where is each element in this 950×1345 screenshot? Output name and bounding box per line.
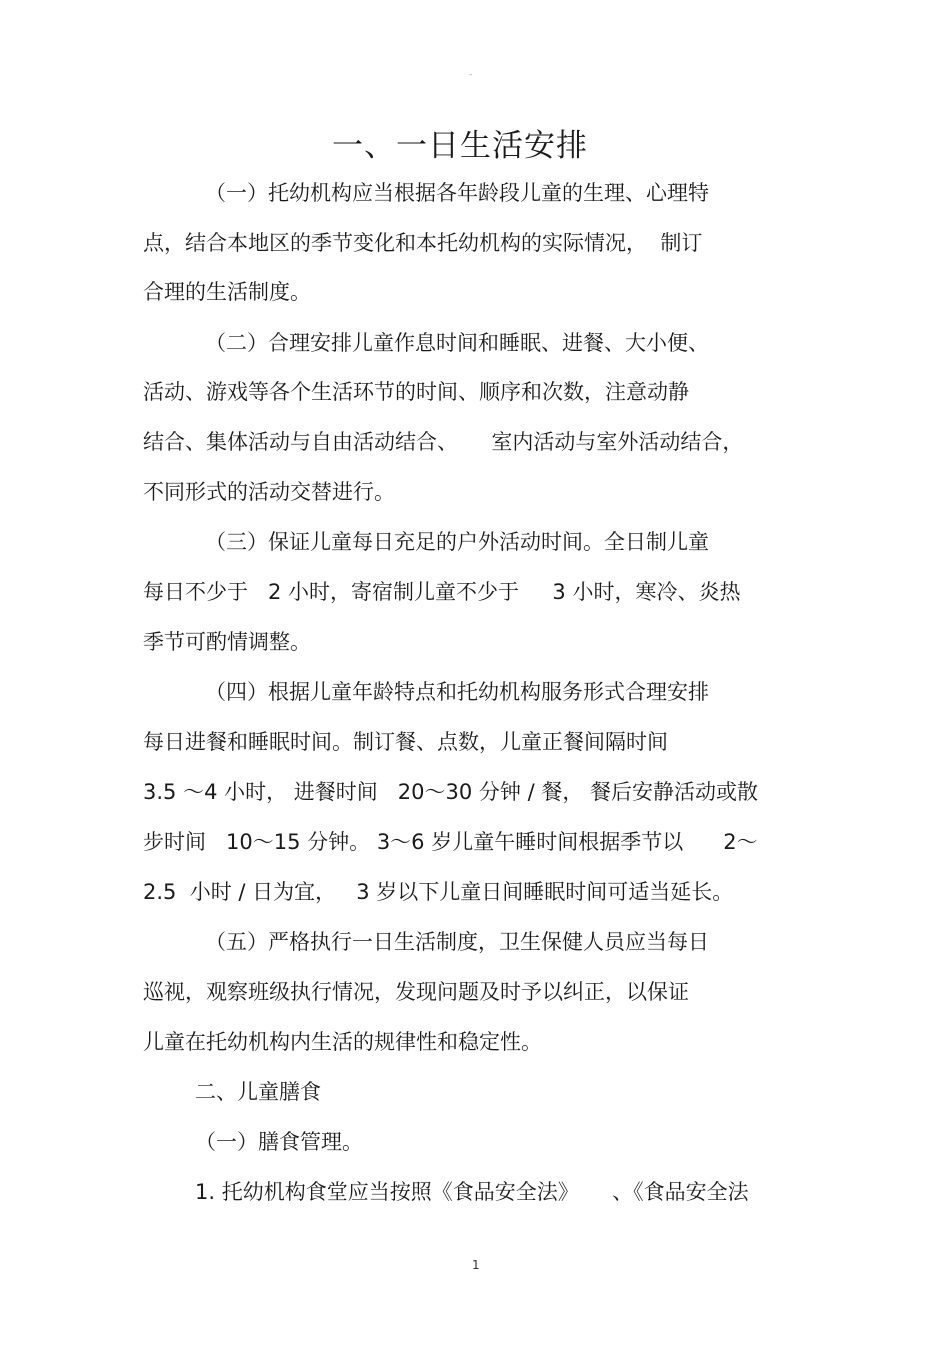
paragraph-line: 每日不少于 2 小时，寄宿制儿童不少于 3 小时，寒冷、炎热 [143,580,741,604]
paragraph-line: 活动、游戏等各个生活环节的时间、顺序和次数，注意动静 [143,380,689,404]
paragraph-line: 点，结合本地区的季节变化和本托幼机构的实际情况， 制订 [143,231,703,255]
paragraph-line: 2.5 小时 / 日为宜， 3 岁以下儿童日间睡眠时间可适当延长。 [143,880,734,904]
page-title: 一、一日生活安排 [332,128,588,164]
paragraph-line: 季节可酌情调整。 [143,630,311,654]
paragraph-line: 合理的生活制度。 [143,280,311,304]
paragraph-line: 每日进餐和睡眠时间。制订餐、点数，儿童正餐间隔时间 [143,730,668,754]
paragraph-line: （三）保证儿童每日充足的户外活动时间。全日制儿童 [205,530,709,554]
paragraph-line: 结合、集体活动与自由活动结合、 室内活动与室外活动结合， [143,430,744,454]
paragraph-line: （四）根据儿童年龄特点和托幼机构服务形式合理安排 [205,680,709,704]
paragraph-line: 步时间 10～15 分钟。 3～6 岁儿童午睡时间根据季节以 2～ [143,830,758,854]
paragraph-line: 巡视，观察班级执行情况，发现问题及时予以纠正，以保证 [143,980,689,1004]
page-number: 1 [472,1258,480,1272]
subsection-heading: （一）膳食管理。 [195,1130,363,1154]
section-heading: 二、儿童膳食 [195,1080,321,1104]
paragraph-line: 不同形式的活动交替进行。 [143,480,395,504]
paragraph-line: 3.5 ～4 小时， 进餐时间 20～30 分钟 / 餐， 餐后安静活动或散 [143,780,759,804]
paragraph-line: （五）严格执行一日生活制度，卫生保健人员应当每日 [205,930,709,954]
paragraph-line: 1. 托幼机构食堂应当按照《食品安全法》 、《食品安全法 [195,1180,749,1204]
paragraph-line: （二）合理安排儿童作息时间和睡眠、进餐、大小便、 [205,331,709,355]
header-mark: - [469,70,473,80]
paragraph-line: （一）托幼机构应当根据各年龄段儿童的生理、心理特 [205,181,709,205]
paragraph-line: 儿童在托幼机构内生活的规律性和稳定性。 [143,1030,542,1054]
